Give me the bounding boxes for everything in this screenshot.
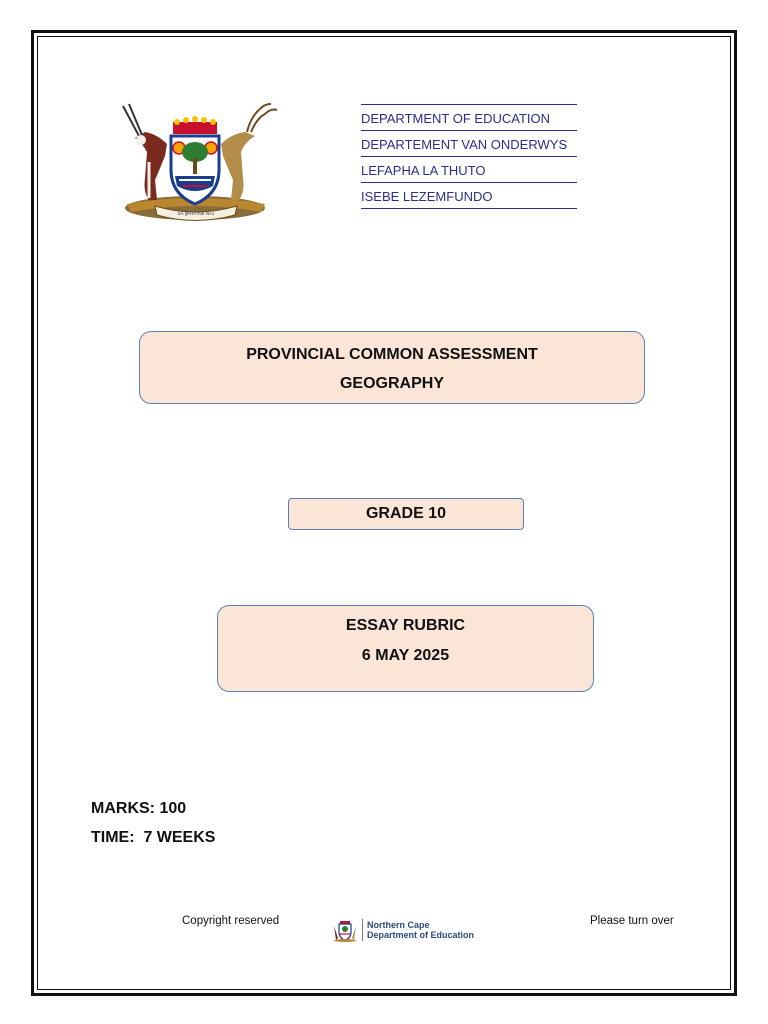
coat-of-arms-icon — [115, 100, 280, 228]
turn-over-text: Please turn over — [590, 915, 674, 927]
mini-coat-of-arms-icon — [332, 918, 358, 942]
grade-label: GRADE 10 — [365, 505, 447, 522]
logo-line-1: Northern Cape — [367, 920, 430, 930]
grade-box — [288, 498, 524, 530]
logo-divider — [362, 919, 363, 941]
time-text: TIME: 7 WEEKS — [91, 829, 216, 846]
subject-title: GEOGRAPHY — [339, 375, 444, 392]
marks-text: MARKS: 100 — [91, 800, 187, 817]
dept-line-afrikaans: DEPARTEMENT VAN ONDERWYS — [361, 130, 577, 156]
assessment-title: PROVINCIAL COMMON ASSESSMENT — [246, 346, 538, 363]
exam-details — [91, 794, 215, 852]
rubric-date: 6 MAY 2025 — [361, 647, 450, 664]
department-names — [361, 104, 577, 209]
crest-motto: SA ||KHA INK NAJ — [177, 211, 215, 216]
rubric-title: ESSAY RUBRIC — [345, 617, 466, 634]
dept-line-english: DEPARTMENT OF EDUCATION — [361, 104, 577, 130]
dept-line-setswana: LEFAPHA LA THUTO — [361, 156, 577, 182]
logo-line-2: Department of Education — [367, 930, 475, 940]
assessment-title-box — [139, 331, 645, 404]
northern-cape-logo — [332, 918, 474, 942]
rubric-box — [217, 605, 594, 692]
copyright-text: Copyright reserved — [182, 915, 280, 927]
logo-text — [367, 920, 474, 940]
dept-line-isixhosa: ISEBE LEZEMFUNDO — [361, 182, 577, 209]
